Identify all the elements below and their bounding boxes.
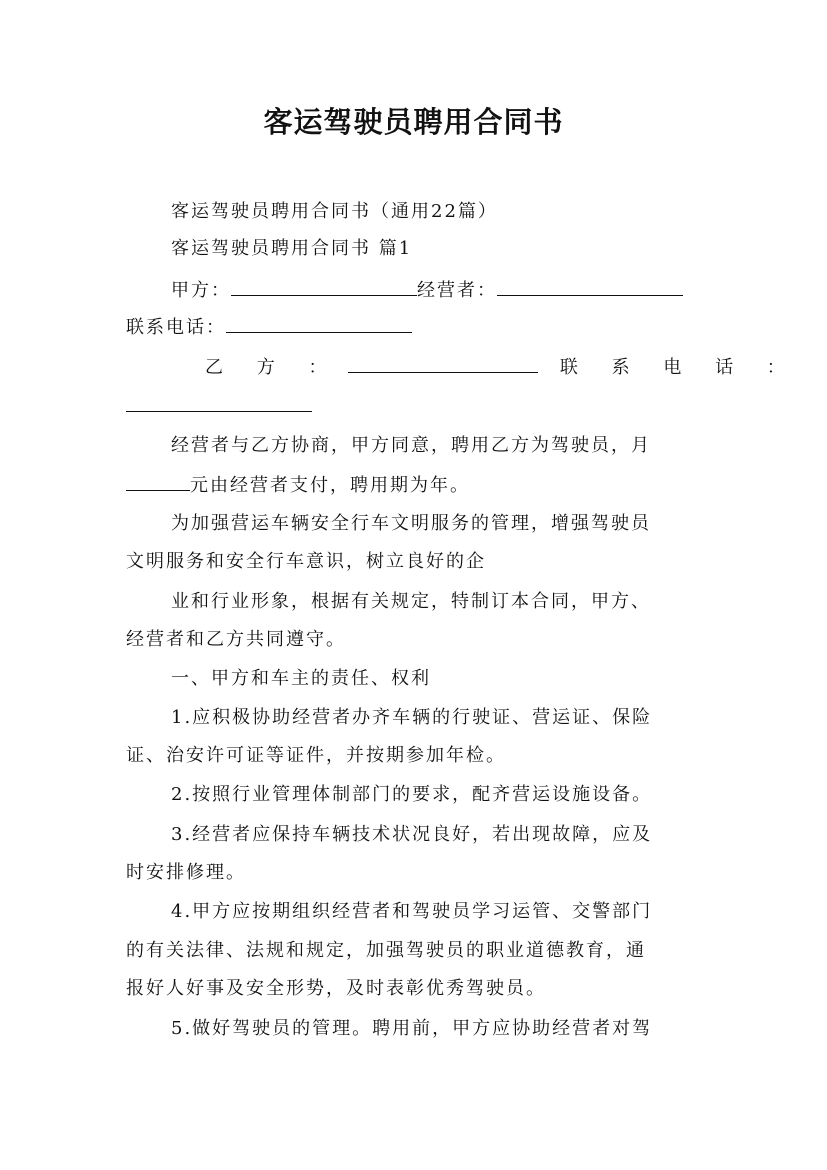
phone-blank-1 — [226, 314, 412, 333]
party-a-line — [171, 277, 683, 304]
document-subtitle: 客运驾驶员聘用合同书（通用22篇） — [171, 201, 498, 222]
item-1-line-1: 1.应积极协助经营者办齐车辆的行驶证、营运证、保险 — [171, 707, 653, 728]
item-1-line-2: 证、治安许可证等证件，并按期参加年检。 — [126, 745, 506, 766]
item-4-line-1: 4.甲方应按期组织经营者和驾驶员学习运管、交警部门 — [171, 901, 653, 922]
item-2-line-1: 2.按照行业管理体制部门的要求，配齐营运设施设备。 — [171, 784, 653, 805]
paragraph-2-line-2: 文明服务和安全行车意识，树立良好的企 — [126, 551, 486, 572]
party-b-label: 乙 方 ： — [205, 357, 341, 378]
paragraph-3-line-2: 经营者和乙方共同遵守。 — [126, 629, 346, 650]
item-5-line-1: 5.做好驾驶员的管理。聘用前，甲方应协助经营者对驾 — [171, 1018, 653, 1039]
section-1-heading: 一、甲方和车主的责任、权利 — [171, 668, 431, 689]
item-4-line-3: 报好人好事及安全形势，及时表彰优秀驾驶员。 — [126, 978, 546, 999]
item-4-line-2: 的有关法律、法规和规定，加强驾驶员的职业道德教育，通 — [126, 940, 646, 961]
phone-label-1: 联系电话： — [126, 317, 226, 338]
phone-line-1 — [126, 314, 412, 341]
item-3-line-1: 3.经营者应保持车辆技术状况良好，若出现故障，应及 — [171, 824, 653, 845]
party-a-label: 甲方： — [171, 280, 231, 301]
paragraph-2-line-1: 为加强营运车辆安全行车文明服务的管理，增强驾驶员 — [171, 513, 651, 534]
paragraph-1-line-1: 经营者与乙方协商，甲方同意，聘用乙方为驾驶员，月 — [171, 435, 651, 456]
salary-blank — [126, 472, 190, 491]
party-b-line — [205, 354, 799, 381]
operator-blank — [497, 277, 683, 296]
item-3-line-2: 时安排修理。 — [126, 862, 246, 883]
operator-label: 经营者： — [417, 280, 497, 301]
paragraph-1-line-2-text: 元由经营者支付，聘用期为年。 — [190, 475, 470, 496]
party-b-blank — [348, 354, 538, 373]
phone-line-2 — [126, 393, 312, 420]
phone-blank-2 — [126, 393, 312, 412]
document-title: 客运驾驶员聘用合同书 — [263, 105, 564, 139]
section-heading: 客运驾驶员聘用合同书 篇1 — [171, 238, 413, 259]
paragraph-1-line-2 — [126, 472, 470, 499]
party-a-blank — [231, 277, 417, 296]
phone-label-2: 联 系 电 话 ： — [559, 357, 799, 378]
paragraph-3-line-1: 业和行业形象，根据有关规定，特制订本合同，甲方、 — [171, 591, 651, 612]
